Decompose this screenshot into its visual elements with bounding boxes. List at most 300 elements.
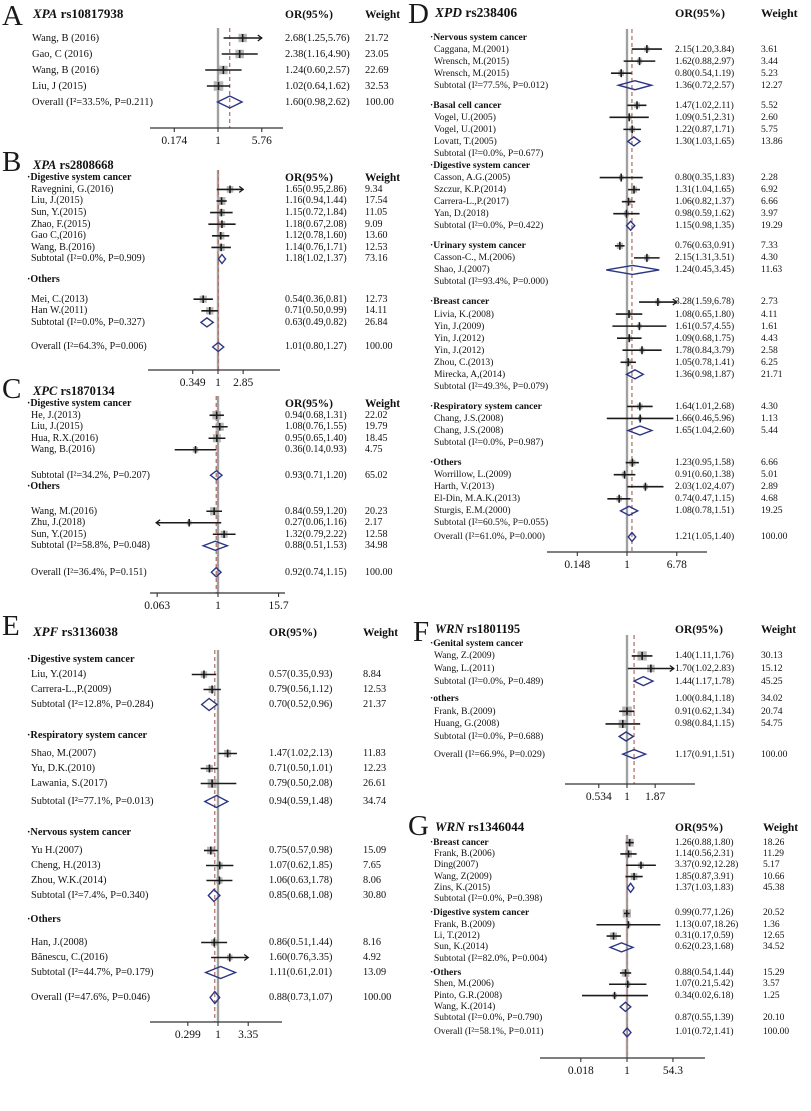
overall-label: Overall (I²=66.9%, P=0.029) [434,748,545,760]
forest-row [405,893,811,904]
panel-letter: D [408,0,429,30]
group-label: ·Others [27,481,60,493]
forest-row [405,220,811,232]
or-ci-value: 1.40(1.11,1.76) [675,650,734,662]
or-ci-value: 0.76(0.63,0.91) [675,240,735,252]
group-label: ·Breast cancer [430,296,490,308]
or-ci-value: 1.08(0.65,1.80) [675,308,735,320]
forest-row [405,860,811,871]
or-ci-value: 1.22(0.87,1.71) [675,123,735,135]
forest-row [0,517,405,529]
weight-value: 5.23 [761,67,778,79]
panel-E [0,612,405,1081]
or-ci-value: 0.54(0.36,0.81) [285,293,347,305]
group-label: ·Others [27,274,60,286]
study-label: Chang, J.S.(2008) [434,412,504,424]
or-ci-value: 1.15(0.98,1.35) [675,220,735,232]
weight-value: 12.65 [763,931,785,942]
sub-label: Subtotal (I²=58.8%, P=0.048) [31,540,150,552]
or-ci-value: 2.68(1.25,5.76) [285,32,350,44]
panel-letter: F [413,616,430,648]
weight-value: 100.00 [365,341,393,353]
weight-value: 34.74 [363,796,387,807]
forest-row [405,637,811,650]
forest-row [0,470,405,482]
forest-row [405,469,811,481]
sub-label: Subtotal (I²=93.4%, P=0.000) [434,276,549,288]
or-ci-value: 2.03(1.02,4.07) [675,481,735,493]
weight-value: 12.53 [363,684,387,695]
study-label: Wang, M.(2016) [31,505,98,517]
panel-letter: E [2,610,20,642]
or-ci-value: 1.18(0.67,2.08) [285,218,347,230]
weight-value: 20.74 [761,705,783,717]
study-label: Wang, Z.(2009) [434,650,495,662]
sub-label: Subtotal (I²=12.8%, P=0.284) [31,699,154,710]
weight-value: 19.25 [761,505,783,517]
or-column-header: OR(95%) [675,6,725,20]
forest-row [405,252,811,264]
weight-value: 4.30 [761,400,778,412]
forest-row [0,230,405,242]
forest-row [405,990,811,1001]
weight-value: 4.43 [761,332,778,344]
or-column-header: OR(95%) [285,9,333,21]
weight-value: 15.09 [363,845,387,856]
weight-value: 21.71 [761,368,783,380]
or-ci-value: 1.21(1.05,1.40) [675,531,735,543]
forest-row [405,436,811,448]
or-ci-value: 0.92(0.74,1.15) [285,566,347,578]
weight-value: 11.05 [365,207,388,219]
or-ci-value: 1.14(0.76,1.71) [285,241,347,253]
study-label: Harth, V.(2013) [434,481,495,493]
forest-row [0,794,405,809]
forest-row [405,505,811,517]
weight-value: 4.92 [363,952,382,963]
study-label: Pinto, G.R.(2008) [434,990,503,1001]
study-label: Ravegnini, G.(2016) [31,183,114,195]
or-ci-value: 0.79(0.56,1.12) [269,684,333,695]
or-column-header: OR(95%) [285,171,333,184]
or-column-header: OR(95%) [675,624,723,636]
or-ci-value: 1.02(0.64,1.62) [285,80,350,92]
or-ci-value: 0.88(0.73,1.07) [269,992,333,1003]
weight-value: 100.00 [761,531,788,543]
forest-row [405,240,811,252]
forest-row [405,332,811,344]
gene-name: WRN [435,622,464,636]
forest-row [405,457,811,469]
forest-row [405,43,811,55]
forest-row [405,705,811,718]
group-label: ·Digestive system cancer [27,654,135,665]
overall-label: Overall (I²=64.3%, P=0.006) [31,341,147,353]
study-label: Frank, B.(2009) [434,705,496,717]
or-ci-value: 1.05(0.78,1.41) [675,356,735,368]
weight-value: 18.45 [365,432,388,444]
weight-value: 19.79 [365,421,388,433]
study-label: Sturgis, E.M.(2000) [434,505,511,517]
weight-value: 20.10 [763,1013,785,1024]
panel-title [405,5,675,21]
weight-value: 22.02 [365,409,388,421]
sub-label: Subtotal (I²=0.0%, P=0.688) [434,730,544,742]
overall-label: Overall (I²=61.0%, P=0.000) [434,531,545,543]
forest-row [405,692,811,705]
axis-tick-label: 1 [215,135,221,147]
weight-value: 54.75 [761,718,783,730]
forest-row [405,424,811,436]
study-label: Vogel, U.(2001) [434,123,496,135]
weight-value: 12.53 [365,241,388,253]
weight-value: 12.58 [365,528,388,540]
or-ci-value: 1.01(0.72,1.41) [675,1027,734,1038]
forest-row [0,94,405,110]
or-ci-value: 1.13(0.07,18.26) [675,919,739,930]
axis-tick-label: 1 [624,1065,630,1077]
or-ci-value: 0.85(0.68,1.08) [269,890,333,901]
weight-value: 2.73 [761,296,778,308]
study-label: Han W.(2011) [31,305,88,317]
weight-value: 32.53 [365,80,389,92]
study-label: Mei, C.(2013) [31,293,88,305]
or-ci-value: 0.88(0.51,1.53) [285,540,347,552]
or-ci-value: 0.99(0.77,1.26) [675,908,734,919]
forest-row [405,1001,811,1012]
weight-value: 3.97 [761,208,778,220]
axis-tick-label: 1 [215,1029,221,1041]
study-label: Wang, K.(2014) [434,1001,496,1012]
weight-value: 14.11 [365,305,388,317]
axis-tick-label: 0.174 [161,135,188,147]
weight-column-header: Weight [761,6,798,20]
weight-value: 3.44 [761,55,778,67]
or-ci-value: 1.07(0.21,5.42) [675,979,734,990]
or-ci-value: 1.70(1.02,2.83) [675,662,735,674]
weight-value: 5.52 [761,99,778,111]
or-ci-value: 1.37(1.03,1.83) [675,882,734,893]
weight-value: 17.54 [365,195,388,207]
or-ci-value: 0.57(0.35,0.93) [269,669,333,680]
forest-row [405,196,811,208]
study-label: Sun, K.(2014) [434,942,489,953]
group-label: ·Respiratory system cancer [27,730,148,741]
weight-value: 34.52 [763,942,785,953]
forest-row [405,412,811,424]
forest-row [0,682,405,697]
or-ci-value: 0.98(0.59,1.62) [675,208,735,220]
forest-row [0,965,405,980]
snp-id: rs238406 [462,5,518,20]
sub-label: Subtotal (I²=77.5%, P=0.012) [434,79,549,91]
weight-value: 8.16 [363,937,382,948]
axis-tick-label: 1 [624,559,630,571]
weight-value: 9.34 [365,183,383,195]
or-ci-value: 1.30(1.03,1.65) [675,135,735,147]
study-label: Gao, C (2016) [32,48,93,60]
weight-value: 5.17 [763,860,780,871]
or-ci-value: 1.06(0.82,1.37) [675,196,735,208]
weight-column-header: Weight [365,397,401,410]
study-label: Carrera-L.,P.(2009) [31,684,112,695]
forest-row [405,159,811,171]
or-ci-value: 1.14(0.56,2.31) [675,848,734,859]
panel-D [405,0,811,612]
forest-row [0,506,405,518]
weight-column-header: Weight [365,9,401,21]
weight-value: 13.86 [761,135,783,147]
axis-tick-label: 0.349 [179,377,206,389]
axis-tick-label: 0.063 [144,600,171,612]
sub-label: Subtotal (I²=0.0%, P=0.677) [434,147,544,159]
weight-value: 45.25 [761,675,783,687]
study-label: Yu, D.K.(2010) [31,763,96,774]
sub-label: Subtotal (I²=34.2%, P=0.207) [31,469,150,481]
or-ci-value: 1.26(0.88,1.80) [675,837,734,848]
or-ci-value: 1.12(0.78,1.60) [285,230,347,242]
or-ci-value: 1.15(0.72,1.84) [285,207,347,219]
forest-row [405,748,811,761]
forest-row [405,99,811,111]
sub-label: Subtotal (I²=49.3%, P=0.079) [434,380,549,392]
weight-value: 2.58 [761,344,778,356]
panel-B [0,146,405,389]
forest-row [405,979,811,990]
or-ci-value: 1.31(1.04,1.65) [675,184,735,196]
gene-name: XPA [33,158,57,172]
weight-value: 2.60 [761,111,778,123]
study-label: Livia, K.(2008) [434,308,494,320]
forest-row [0,46,405,62]
or-ci-value: 0.80(0.35,1.83) [675,172,735,184]
forest-row [405,368,811,380]
forest-row [405,67,811,79]
forest-row [0,218,405,230]
forest-row [0,398,405,410]
weight-value: 26.61 [363,778,387,789]
study-label: Han, J.(2008) [31,937,88,948]
forest-row [0,746,405,761]
or-ci-value: 0.63(0.49,0.82) [285,316,347,328]
axis-tick-label: 15.7 [268,600,289,612]
forest-row [405,942,811,953]
overall-label: Overall (I²=58.1%, P=0.011) [434,1027,544,1038]
study-label: Worrillow, L.(2009) [434,469,512,481]
forest-row [405,531,811,543]
weight-value: 11.29 [763,848,785,859]
or-ci-value: 3.28(1.59,6.78) [675,296,735,308]
snp-id: rs1870134 [57,384,115,398]
study-label: Liu, J (2015) [32,80,87,92]
forest-row [0,444,405,456]
sub-label: Subtotal (I²=0.0%, P=0.489) [434,675,544,687]
or-ci-value: 1.60(0.98,2.62) [285,96,350,108]
forest-row [405,296,811,308]
or-column-header: OR(95%) [675,822,723,834]
study-label: Cheng, H.(2013) [31,860,101,871]
weight-value: 11.63 [761,264,783,276]
weight-value: 2.89 [761,481,778,493]
gene-name: XPD [435,5,462,20]
study-label: Lovatt, T.(2005) [434,135,497,147]
weight-value: 6.66 [761,457,778,469]
forest-row [0,858,405,873]
snp-id: rs10817938 [57,6,124,21]
study-label: Vogel, U.(2005) [434,111,496,123]
forest-row [0,242,405,254]
axis-tick-label: 54.3 [662,1065,683,1077]
forest-row [405,481,811,493]
forest-row [405,344,811,356]
weight-value: 8.84 [363,669,382,680]
weight-value: 10.66 [763,871,785,882]
forest-row [405,320,811,332]
forest-row [405,111,811,123]
panel-A [0,0,405,148]
or-ci-value: 1.32(0.79,2.22) [285,528,347,540]
or-ci-value: 1.16(0.94,1.44) [285,195,347,207]
weight-value: 45.38 [763,882,785,893]
weight-value: 22.69 [365,64,389,76]
forest-row [0,540,405,552]
axis-tick-label: 0.299 [174,1029,201,1041]
or-ci-value: 0.93(0.71,1.20) [285,469,347,481]
forest-row [0,172,405,184]
study-label: Lawania, S.(2017) [31,778,108,789]
study-label: Zhou, C.(2013) [434,356,494,368]
or-ci-value: 0.31(0.17,0.59) [675,931,734,942]
panel-title [0,384,405,399]
weight-value: 1.61 [761,320,778,332]
weight-value: 13.09 [363,967,387,978]
or-ci-value: 0.62(0.23,1.68) [675,942,734,953]
study-label: Zhu, J.(2018) [31,517,86,529]
study-label: El-Din, M.A.K.(2013) [434,493,521,505]
forest-row [0,652,405,667]
sub-label: Subtotal (I²=0.0%, P=0.909) [31,253,145,265]
weight-value: 5.01 [761,469,778,481]
study-label: Shao, M.(2007) [31,748,96,759]
forest-row [0,62,405,78]
forest-row [0,293,405,305]
or-ci-value: 1.36(0.98,1.87) [675,368,735,380]
forest-row [405,1012,811,1023]
weight-value: 18.26 [763,837,785,848]
forest-row [0,317,405,329]
weight-value: 4.30 [761,252,778,264]
group-label: ·Basal cell cancer [430,99,502,111]
or-ci-value: 1.60(0.76,3.35) [269,952,333,963]
or-ci-value: 0.94(0.68,1.31) [285,409,347,421]
axis-tick-label: 1 [624,791,630,803]
forest-row [405,930,811,941]
or-ci-value: 0.80(0.54,1.19) [675,67,735,79]
axis-tick-label: 1.87 [645,791,666,803]
or-column-header: OR(95%) [285,397,333,410]
study-label: Ding(2007) [434,860,479,871]
weight-value: 1.36 [763,919,780,930]
forest-row [0,667,405,682]
forest-row [0,935,405,950]
panel-letter: B [2,146,22,178]
group-label: ·Nervous system cancer [27,827,132,838]
or-ci-value: 1.08(0.76,1.55) [285,421,347,433]
weight-value: 9.09 [365,218,383,230]
weight-value: 5.44 [761,424,778,436]
forest-row [405,356,811,368]
weight-value: 30.13 [761,650,783,662]
group-label: ·Digestive system cancer [430,159,531,171]
weight-value: 1.13 [761,412,778,424]
or-ci-value: 0.74(0.47,1.15) [675,493,735,505]
group-label: ·Others [27,914,61,925]
group-label: ·Digestive system cancer [27,172,132,184]
forest-row [405,264,811,276]
forest-row [405,1027,811,1038]
weight-value: 19.29 [761,220,783,232]
forest-row [405,380,811,392]
study-label: He, J.(2013) [31,409,81,421]
group-label: ·Others [430,967,462,978]
or-ci-value: 0.91(0.60,1.38) [675,469,735,481]
or-ci-value: 2.38(1.16,4.90) [285,48,350,60]
weight-column-header: Weight [365,171,401,184]
forest-row [405,967,811,978]
forest-row [405,871,811,882]
forest-row [0,776,405,791]
forest-row [405,208,811,220]
forest-row [405,172,811,184]
study-label: Wrensch, M.(2015) [434,55,510,67]
or-ci-value: 0.91(0.62,1.34) [675,705,735,717]
forest-row [0,78,405,94]
study-label: Hua, R.X.(2016) [31,432,99,444]
or-ci-value: 0.36(0.14,0.93) [285,444,347,456]
weight-value: 7.33 [761,240,778,252]
axis-tick-label: 5.76 [251,135,272,147]
study-label: Chang, J.S.(2008) [434,424,504,436]
weight-value: 34.98 [365,540,388,552]
forest-row [405,31,811,43]
forest-row [405,650,811,663]
or-ci-value: 1.08(0.78,1.51) [675,505,735,517]
or-ci-value: 0.71(0.50,0.99) [285,305,347,317]
forest-row [405,308,811,320]
forest-row [405,184,811,196]
study-label: Liu, J.(2015) [31,421,83,433]
weight-value: 65.02 [365,469,388,481]
panel-G [405,806,811,1081]
forest-row [0,529,405,541]
weight-value: 21.37 [363,699,387,710]
forest-row [0,888,405,903]
study-label: Bănescu, C.(2016) [31,952,108,963]
study-label: Zins, K.(2015) [434,882,491,893]
or-ci-value: 0.87(0.55,1.39) [675,1013,734,1024]
sub-label: Subtotal (I²=7.4%, P=0.340) [31,890,149,901]
sub-label: Subtotal (I²=82.0%, P=0.004) [434,953,548,964]
or-ci-value: 0.70(0.52,0.96) [269,699,333,710]
or-ci-value: 1.44(1.17,1.78) [675,675,735,687]
or-ci-value: 1.47(1.02,2.13) [269,748,333,759]
study-label: Yin, J.(2012) [434,332,485,344]
or-ci-value: 1.18(1.02,1.37) [285,253,347,265]
gene-name: WRN [435,819,465,834]
or-ci-value: 1.09(0.68,1.75) [675,332,735,344]
study-label: Gao C,(2016) [31,230,86,242]
forest-row [0,843,405,858]
